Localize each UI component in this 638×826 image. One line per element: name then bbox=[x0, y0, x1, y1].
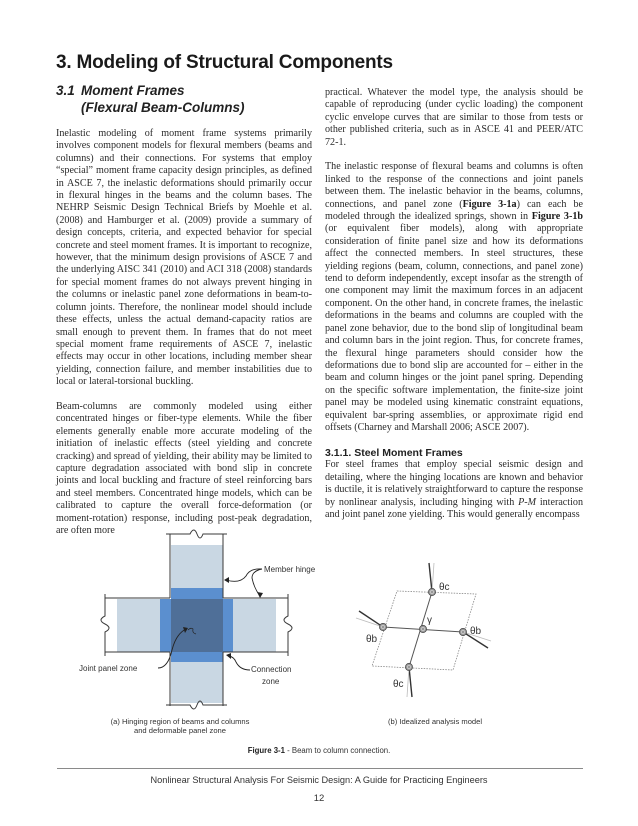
caption-line: (a) Hinging region of beams and columns bbox=[110, 717, 250, 726]
theta-b-right-label: θb bbox=[470, 626, 482, 637]
figure-3-1b-caption: (b) Idealized analysis model bbox=[387, 717, 483, 726]
figure-title-text: - Beam to column connection. bbox=[284, 746, 391, 755]
connection-zone-label-line1: Connection bbox=[251, 665, 292, 674]
figure-reference-link[interactable]: Figure 3-1a bbox=[462, 198, 517, 210]
figure-reference-link[interactable]: Figure 3-1b bbox=[531, 211, 583, 223]
theta-b-left-label: θb bbox=[366, 634, 378, 645]
page-number: 12 bbox=[313, 793, 325, 804]
caption-line: and deformable panel zone bbox=[133, 726, 227, 736]
figure-number: Figure 3-1 bbox=[247, 746, 285, 755]
theta-c-bottom-label: θc bbox=[393, 679, 404, 690]
gamma-label: γ bbox=[427, 615, 432, 626]
figure-3-1a-caption bbox=[85, 717, 275, 736]
text-run: ) can each be modeled through the idealized springs, shown in bbox=[325, 198, 584, 223]
footer-divider bbox=[57, 768, 583, 769]
text-run: (or equivalent fiber models), along with appropriate consideration of finite panel size and how its deformations affect the connected members. In steel structures, these yielding regions (beam, column, connections, and panel zone) tend to deform independently, except insofar as the strength of one component may limit the maximum forces in an adjacent component. On the other hand, in concrete frames, the inelastic deformations in the beams and columns are coupled with the panel zone behavior, due to the bond slip of longitudinal beam and column bars in the joint region. Thus, for concrete frames, the flexural hinge parameters should consider how the deformations due to bond slip are accounted for – either in the beam and column hinges or the joint panel spring. Depending on the specific software implementation, the finite-size joint panel may be modeled using kinematic constraint equations, equivalent bar-spring assemblies, or approximate rigid end offsets (Charney and Marshall 2006; ASCE 2007). bbox=[325, 223, 583, 433]
running-footer: Nonlinear Structural Analysis For Seismic Design: A Guide for Practicing Engineers bbox=[150, 775, 488, 785]
paragraph: practical. Whatever the model type, the analysis should be capable of reproducing (under cyclic loading) the component cyclic envelope curves that are similar to those from tests or other published criteria, such as in ASCE 41 and PEER/ATC 72-1. bbox=[325, 87, 583, 148]
subsection-title: 3.1.1. Steel Moment Frames bbox=[325, 446, 463, 459]
theta-c-top-label: θc bbox=[439, 582, 450, 593]
chapter-title: 3. Modeling of Structural Components bbox=[56, 52, 393, 73]
connection-zone-label-line2: zone bbox=[262, 677, 280, 686]
section-number: 3.1 bbox=[56, 83, 75, 98]
text-run: For steel frames that employ special seismic design and detailing, where the hinging locations are known and behavior is ductile, it is relatively straightforward to capture the response by nonlinear analysis, including hinging with bbox=[325, 459, 583, 508]
section-title-line1: Moment Frames bbox=[81, 83, 185, 98]
figure-title bbox=[0, 746, 638, 755]
italic-term: P-M bbox=[518, 496, 537, 508]
joint-panel-zone-label: Joint panel zone bbox=[79, 664, 138, 673]
member-hinge-label: Member hinge bbox=[264, 565, 316, 574]
section-title-line2: (Flexural Beam-Columns) bbox=[81, 100, 245, 115]
text-run: The inelastic response of flexural beams and columns is often linked to the response of the connections and joint panels between them. The inelastic behavior in the beams, columns, connections, and panel zone ( bbox=[325, 161, 583, 210]
paragraph: Beam-columns are commonly modeled using either concentrated hinges or fiber-type elements. While the fiber elements generally enable more accurate modeling of the initiation of inelastic effects (steel yielding and concrete cracking) and spread of yielding, their ability may be limited to capture degradation associated with bond slip in concrete joints and local buckling and fracture of steel reinforcing bars and steel members. Concentrated hinge models, which can be calibrated to capture the overall force-deformation (or moment-rotation) response, including post-peak degradation, are often more bbox=[56, 400, 312, 536]
paragraph: Inelastic modeling of moment frame systems primarily involves component models for flexural members (beams and columns) and their connections. For systems that employ “special” moment frame capacity design principles, as defined in ASCE 7, the inelastic deformations should primarily occur in flexural hinges in the beams and the column bases. The NEHRP Seismic Design Technical Briefs by Moehle et al. (2008) and Hamburger et al. (2009) provide a summary of design concepts, criteria, and expected behavior for special concrete and steel moment frames. It is important to recognize, however, that the minimum design provisions of ASCE 7 and the underlying AISC 341 (2010) and ACI 318 (2008) standards for special moment frames do not always prevent hinging in the columns or inelastic panel zone deformations in beam-to-column joints. Therefore, the nonlinear model should include these effects, unless the actual demand-capacity ratios are small enough to prevent them. In frames that do not meet special moment frame requirements of ASCE 7, inelastic effects may occur in other locations, including member shear yielding, connection failure, and member instabilities due to local or lateral-torsional buckling. bbox=[56, 128, 312, 388]
text-run: interaction and joint panel zone yielding. This would generally encompass bbox=[325, 496, 583, 520]
